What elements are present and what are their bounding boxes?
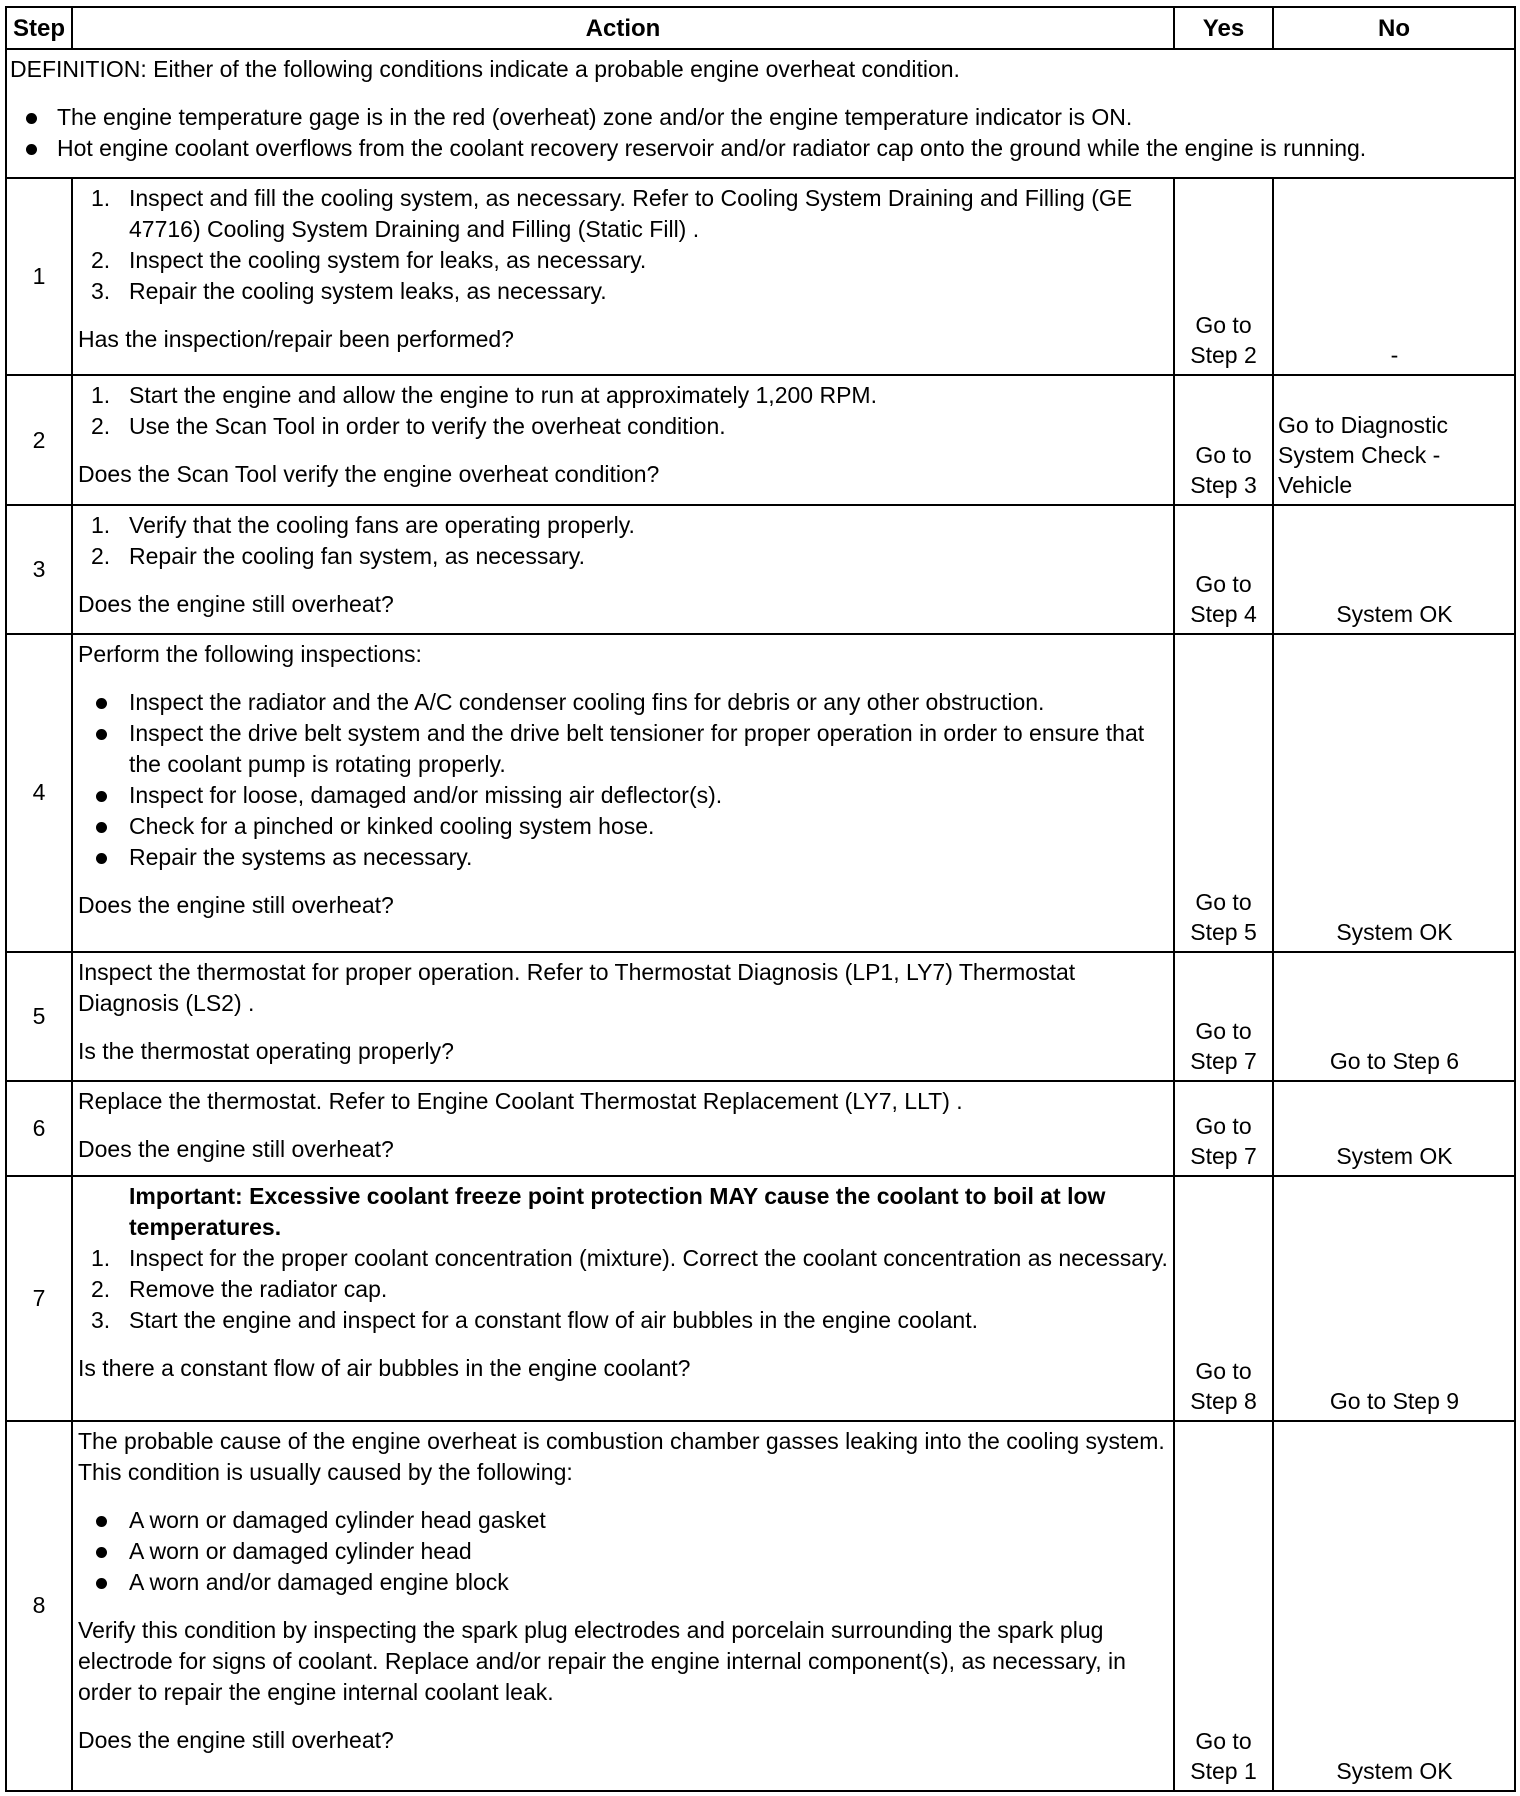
no-link[interactable]: Go to Step 9 xyxy=(1273,1176,1515,1420)
list-item: A worn or damaged cylinder head gasket xyxy=(78,1505,1169,1536)
no-result: System OK xyxy=(1273,505,1515,634)
list-item: Inspect the radiator and the A/C condenser cooling fins for debris or any other obstruction. xyxy=(78,687,1169,718)
diagnostic-table xyxy=(5,6,1516,1792)
definition-bullets xyxy=(10,102,1510,164)
instruction-text: Inspect the thermostat for proper operation. Refer to Thermostat Diagnosis (LP1, LY7) Thermostat Diagnosis (LS2) . xyxy=(78,958,1076,1016)
action-cell xyxy=(72,178,1174,375)
list-item: Check for a pinched or kinked cooling system hose. xyxy=(78,811,1169,842)
list-item: 1. Inspect for the proper coolant concentration (mixture). Correct the coolant concentration as necessary. xyxy=(91,1245,1168,1272)
bullet-icon xyxy=(96,822,107,833)
list-item: Repair the systems as necessary. xyxy=(78,842,1169,873)
question-text: Does the engine still overheat? xyxy=(78,1135,394,1162)
action-cell xyxy=(72,952,1174,1081)
header-no: No xyxy=(1273,7,1515,49)
no-link[interactable]: Go to Step 6 xyxy=(1273,952,1515,1081)
list-item: The engine temperature gage is in the red (overheat) zone and/or the engine temperature indicator is ON. xyxy=(10,102,1510,133)
table-row-step-8 xyxy=(6,1421,1515,1791)
bullet-icon xyxy=(96,698,107,709)
step-number: 2 xyxy=(6,375,72,504)
inspection-bullets xyxy=(78,687,1169,873)
action-cell xyxy=(72,375,1174,504)
no-result: System OK xyxy=(1273,634,1515,952)
table-row-step-5 xyxy=(6,952,1515,1081)
question-text: Does the engine still overheat? xyxy=(78,590,394,617)
header-action: Action xyxy=(72,7,1174,49)
action-list xyxy=(78,510,1169,572)
bullet-icon xyxy=(96,791,107,802)
list-item: 3. Repair the cooling system leaks, as necessary. xyxy=(91,278,607,305)
action-cell xyxy=(72,505,1174,634)
list-item: Hot engine coolant overflows from the coolant recovery reservoir and/or radiator cap onto the ground while the engine is running. xyxy=(10,133,1510,164)
important-label: Important: xyxy=(129,1183,243,1210)
step-number: 7 xyxy=(6,1176,72,1420)
action-cell xyxy=(72,1081,1174,1176)
bullet-icon xyxy=(96,853,107,864)
yes-link[interactable]: Go to Step 8 xyxy=(1174,1176,1273,1420)
table-row-step-7 xyxy=(6,1176,1515,1420)
list-item: Inspect the drive belt system and the drive belt tensioner for proper operation in order to ensure that the coolant pump is rotating properly. xyxy=(78,718,1169,780)
important-note xyxy=(78,1181,1169,1243)
no-result: System OK xyxy=(1273,1421,1515,1791)
action-cell xyxy=(72,1421,1174,1791)
intro-text: The probable cause of the engine overheat is combustion chamber gasses leaking into the cooling system. This condition is usually caused by the following: xyxy=(78,1427,1165,1485)
step-number: 8 xyxy=(6,1421,72,1791)
action-cell xyxy=(72,1176,1174,1420)
step-number: 1 xyxy=(6,178,72,375)
list-item: 1. Verify that the cooling fans are operating properly. xyxy=(91,511,635,538)
question-text: Is there a constant flow of air bubbles in the engine coolant? xyxy=(78,1355,691,1382)
bullet-icon xyxy=(96,1516,107,1527)
list-item: 2. Use the Scan Tool in order to verify the overheat condition. xyxy=(91,413,726,440)
question-text: Does the engine still overheat? xyxy=(78,892,394,918)
list-item: 1. Start the engine and allow the engine to run at approximately 1,200 RPM. xyxy=(91,382,877,409)
action-cell xyxy=(72,634,1174,952)
bullet-icon xyxy=(26,144,37,155)
no-link[interactable]: Go to Diagnostic System Check - Vehicle xyxy=(1273,375,1515,504)
list-item: 2. Repair the cooling fan system, as necessary. xyxy=(91,542,585,569)
yes-link[interactable]: Go to Step 7 xyxy=(1174,952,1273,1081)
intro-text: Perform the following inspections: xyxy=(78,641,422,667)
instruction-text: Verify this condition by inspecting the spark plug electrodes and porcelain surrounding the spark plug electrode for signs of coolant. Replace and/or repair the engine internal component(s), as necessary, in order to repair the engine internal coolant leak. xyxy=(78,1616,1126,1705)
table-row-step-3 xyxy=(6,505,1515,634)
question-text: Is the thermostat operating properly? xyxy=(78,1037,454,1064)
list-item: A worn or damaged cylinder head xyxy=(78,1536,1169,1567)
action-list xyxy=(78,380,1169,442)
bullet-icon xyxy=(96,1578,107,1589)
action-list xyxy=(78,183,1169,307)
table-row-step-1 xyxy=(6,178,1515,375)
action-list xyxy=(78,1243,1169,1336)
list-item: 3. Start the engine and inspect for a constant flow of air bubbles in the engine coolant. xyxy=(91,1307,979,1334)
header-yes: Yes xyxy=(1174,7,1273,49)
yes-link[interactable]: Go to Step 3 xyxy=(1174,375,1273,504)
question-text: Does the Scan Tool verify the engine overheat condition? xyxy=(78,461,660,488)
definition-cell xyxy=(6,49,1515,178)
yes-link[interactable]: Go to Step 1 xyxy=(1174,1421,1273,1791)
list-item: 2. Remove the radiator cap. xyxy=(91,1276,388,1303)
no-result: - xyxy=(1273,178,1515,375)
yes-link[interactable]: Go to Step 2 xyxy=(1174,178,1273,375)
table-row-step-4 xyxy=(6,634,1515,952)
table-row-step-6 xyxy=(6,1081,1515,1176)
cause-bullets xyxy=(78,1505,1169,1598)
list-item: 2. Inspect the cooling system for leaks, as necessary. xyxy=(91,247,647,274)
step-number: 3 xyxy=(6,505,72,634)
important-text: Excessive coolant freeze point protection MAY cause the coolant to boil at low temperatures. xyxy=(129,1183,1106,1241)
question-text: Has the inspection/repair been performed? xyxy=(78,326,514,353)
no-result: System OK xyxy=(1273,1081,1515,1176)
list-item: A worn and/or damaged engine block xyxy=(78,1567,1169,1598)
instruction-text: Replace the thermostat. Refer to Engine Coolant Thermostat Replacement (LY7, LLT) . xyxy=(78,1087,963,1114)
yes-link[interactable]: Go to Step 7 xyxy=(1174,1081,1273,1176)
definition-row xyxy=(6,49,1515,178)
header-step: Step xyxy=(6,7,72,49)
yes-link[interactable]: Go to Step 5 xyxy=(1174,634,1273,952)
question-text: Does the engine still overheat? xyxy=(78,1726,394,1753)
step-number: 5 xyxy=(6,952,72,1081)
bullet-icon xyxy=(96,729,107,740)
yes-link[interactable]: Go to Step 4 xyxy=(1174,505,1273,634)
definition-text: DEFINITION: Either of the following conditions indicate a probable engine overheat condition. xyxy=(10,56,960,82)
bullet-icon xyxy=(96,1547,107,1558)
step-number: 6 xyxy=(6,1081,72,1176)
bullet-icon xyxy=(26,113,37,124)
list-item: 1. Inspect and fill the cooling system, as necessary. Refer to Cooling System Draining and Filling (GE 47716) Cooling System Draining and Filling (Static Fill) . xyxy=(91,185,1133,243)
header-row xyxy=(6,7,1515,49)
table-row-step-2 xyxy=(6,375,1515,504)
step-number: 4 xyxy=(6,634,72,952)
list-item: Inspect for loose, damaged and/or missing air deflector(s). xyxy=(78,780,1169,811)
